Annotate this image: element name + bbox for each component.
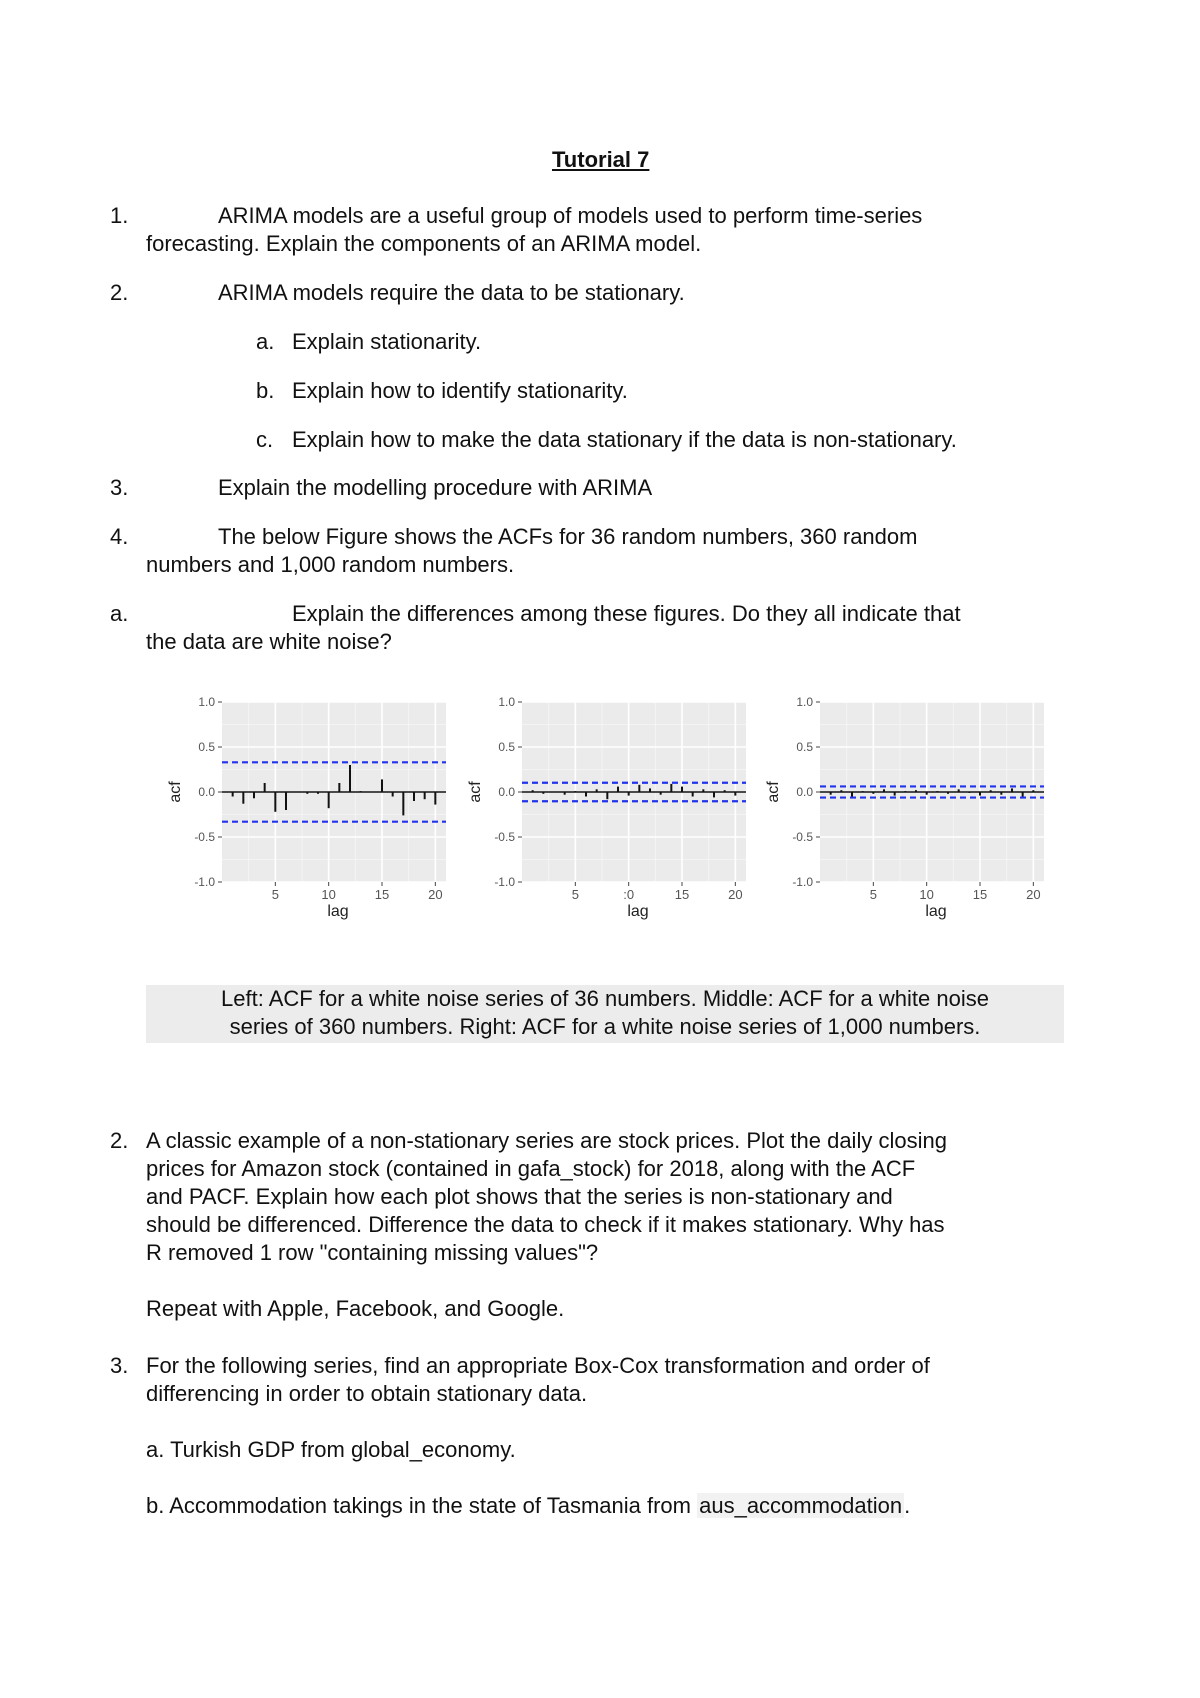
q2c-text: Explain how to make the data stationary if the data is non-stationary.: [292, 427, 957, 452]
q1-text-line1: ARIMA models are a useful group of models used to perform time-series: [218, 203, 923, 228]
y-tick-label: -1.0: [494, 875, 515, 889]
q4-number: 4.: [110, 524, 129, 549]
y-axis-label: acf: [467, 781, 484, 803]
p2-q3-line1: For the following series, find an appropriate Box-Cox transformation and order of: [146, 1353, 930, 1378]
q2-number: 2.: [110, 280, 129, 305]
p2-q2-repeat: Repeat with Apple, Facebook, and Google.: [146, 1296, 565, 1321]
q3-number: 3.: [110, 475, 129, 500]
q2b-label: b.: [256, 378, 275, 403]
q3-text: Explain the modelling procedure with ARIMA: [218, 475, 653, 500]
figure-caption-line1: Left: ACF for a white noise series of 36 numbers. Middle: ACF for a white noise: [221, 986, 989, 1011]
x-tick-label: 20: [1026, 887, 1041, 902]
y-tick-label: 1.0: [498, 695, 515, 709]
p2-q3-b-prefix: b. Accommodation takings in the state of Tasmania from: [146, 1493, 698, 1518]
q2a-label: a.: [256, 329, 275, 354]
x-tick-label: 5: [571, 887, 579, 902]
y-tick-label: -0.5: [792, 830, 813, 844]
x-tick-label: 5: [869, 887, 877, 902]
x-tick-label: 20: [428, 887, 443, 902]
p2-q2-line3: and PACF. Explain how each plot shows that the series is non-stationary and: [146, 1184, 893, 1209]
q2c-label: c.: [256, 427, 274, 452]
p2-q3-a: a. Turkish GDP from global_economy.: [146, 1437, 516, 1462]
page-title: Tutorial 7: [552, 147, 650, 172]
q4-text-line2: numbers and 1,000 random numbers.: [146, 552, 515, 577]
q2b-text: Explain how to identify stationarity.: [292, 378, 628, 403]
x-tick-label: 10: [321, 887, 336, 902]
p2-q3-b: [146, 1492, 910, 1520]
p2-q2-number: 2.: [110, 1128, 129, 1153]
q2a-text: Explain stationarity.: [292, 329, 482, 354]
acf-figure: [150, 690, 1050, 950]
p2-q3-line2: differencing in order to obtain stationary data.: [146, 1381, 588, 1406]
acf-chart-left: [167, 695, 446, 920]
x-tick-label: 10: [919, 887, 934, 902]
acf-chart-middle: [467, 695, 746, 920]
y-tick-label: -1.0: [194, 875, 215, 889]
acf-chart-right: [765, 695, 1044, 920]
y-axis-label: acf: [765, 781, 782, 803]
y-tick-label: 0.5: [198, 740, 215, 754]
y-tick-label: 0.5: [796, 740, 813, 754]
x-tick-label: 20: [728, 887, 743, 902]
p2-q2-line5: R removed 1 row "containing missing values"?: [146, 1240, 599, 1265]
y-tick-label: 1.0: [198, 695, 215, 709]
figure-caption: [146, 985, 1064, 1043]
y-tick-label: 1.0: [796, 695, 813, 709]
y-tick-label: 0.0: [198, 785, 215, 799]
p2-q3-b-suffix: .: [904, 1493, 911, 1518]
p2-q2-line4: should be differenced. Difference the data to check if it makes stationary. Why has: [146, 1212, 945, 1237]
p2-q3-b-code: aus_accommodation: [699, 1493, 903, 1518]
p2-q3-number: 3.: [110, 1353, 129, 1378]
y-axis-label: acf: [167, 781, 184, 803]
y-tick-label: -0.5: [194, 830, 215, 844]
p2-q2-line2: prices for Amazon stock (contained in gafa_stock) for 2018, along with the ACF: [146, 1156, 916, 1181]
q2-text: ARIMA models require the data to be stationary.: [218, 280, 685, 305]
q1-text-line2: forecasting. Explain the components of an ARIMA model.: [146, 231, 702, 256]
x-tick-label: 15: [674, 887, 690, 902]
q4-text-line1: The below Figure shows the ACFs for 36 random numbers, 360 random: [218, 524, 918, 549]
x-axis-label: lag: [627, 903, 649, 920]
x-tick-label: 15: [972, 887, 988, 902]
q4a-text-line2: the data are white noise?: [146, 629, 392, 654]
x-axis-label: lag: [925, 903, 947, 920]
q1-number: 1.: [110, 203, 129, 228]
y-tick-label: -0.5: [494, 830, 515, 844]
p2-q2-line1: A classic example of a non-stationary series are stock prices. Plot the daily closing: [146, 1128, 947, 1153]
x-tick-label: 15: [374, 887, 390, 902]
q4a-text-line1: Explain the differences among these figures. Do they all indicate that: [292, 601, 961, 626]
x-tick-label: :0: [623, 887, 635, 902]
q4a-label: a.: [110, 601, 129, 626]
y-tick-label: 0.0: [796, 785, 813, 799]
figure-caption-line2: series of 360 numbers. Right: ACF for a white noise series of 1,000 numbers.: [229, 1014, 981, 1039]
x-axis-label: lag: [327, 903, 349, 920]
x-tick-label: 5: [271, 887, 279, 902]
y-tick-label: 0.0: [498, 785, 515, 799]
y-tick-label: 0.5: [498, 740, 515, 754]
y-tick-label: -1.0: [792, 875, 813, 889]
